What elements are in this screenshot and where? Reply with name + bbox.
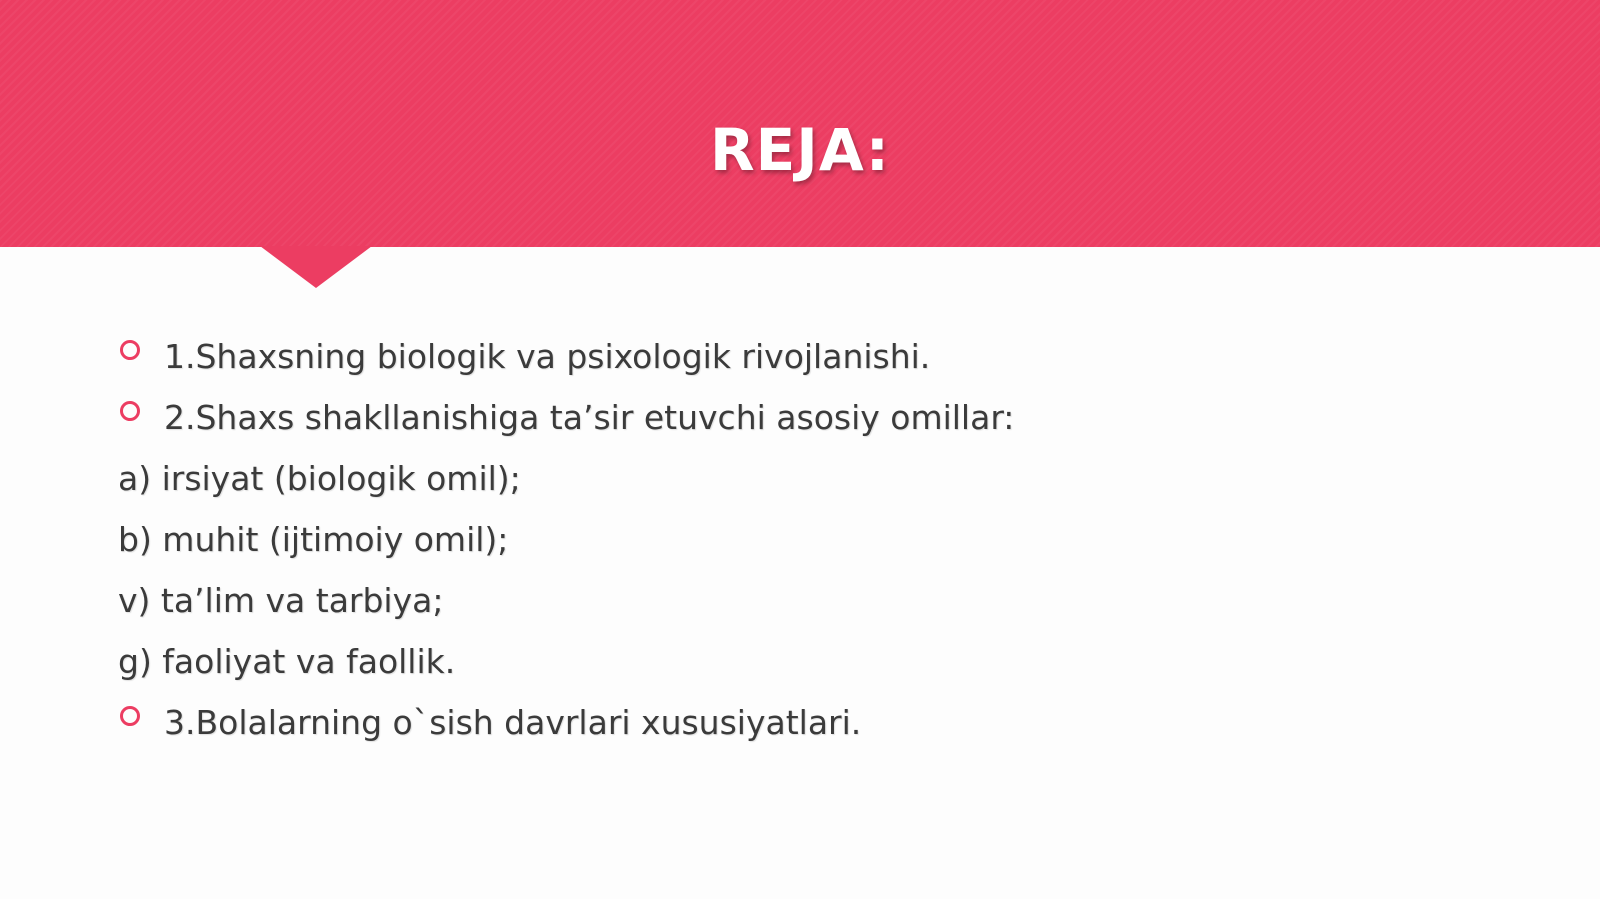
plan-subitem-text: b) muhit (ijtimoiy omil); xyxy=(118,520,509,559)
slide-title: REJA: xyxy=(709,116,891,184)
plan-subitem xyxy=(118,631,1418,692)
plan-subitem-text: v) ta’lim va tarbiya; xyxy=(118,581,444,620)
plan-item-text: 1.Shaxsning biologik va psixologik rivojlanishi. xyxy=(164,337,931,376)
ring-bullet-icon xyxy=(120,401,140,421)
plan-item xyxy=(118,326,1418,387)
plan-item-text: 2.Shaxs shakllanishiga ta’sir etuvchi asosiy omillar: xyxy=(164,398,1015,437)
banner-pointer xyxy=(260,246,372,288)
plan-list xyxy=(118,326,1418,753)
plan-subitem xyxy=(118,570,1418,631)
plan-subitem-text: a) irsiyat (biologik omil); xyxy=(118,459,521,498)
plan-item xyxy=(118,692,1418,753)
plan-item-text: 3.Bolalarning o`sish davrlari xususiyatlari. xyxy=(164,703,862,742)
plan-subitem xyxy=(118,509,1418,570)
plan-subitem-text: g) faoliyat va faollik. xyxy=(118,642,456,681)
plan-item xyxy=(118,387,1418,448)
ring-bullet-icon xyxy=(120,706,140,726)
plan-subitem xyxy=(118,448,1418,509)
ring-bullet-icon xyxy=(120,340,140,360)
